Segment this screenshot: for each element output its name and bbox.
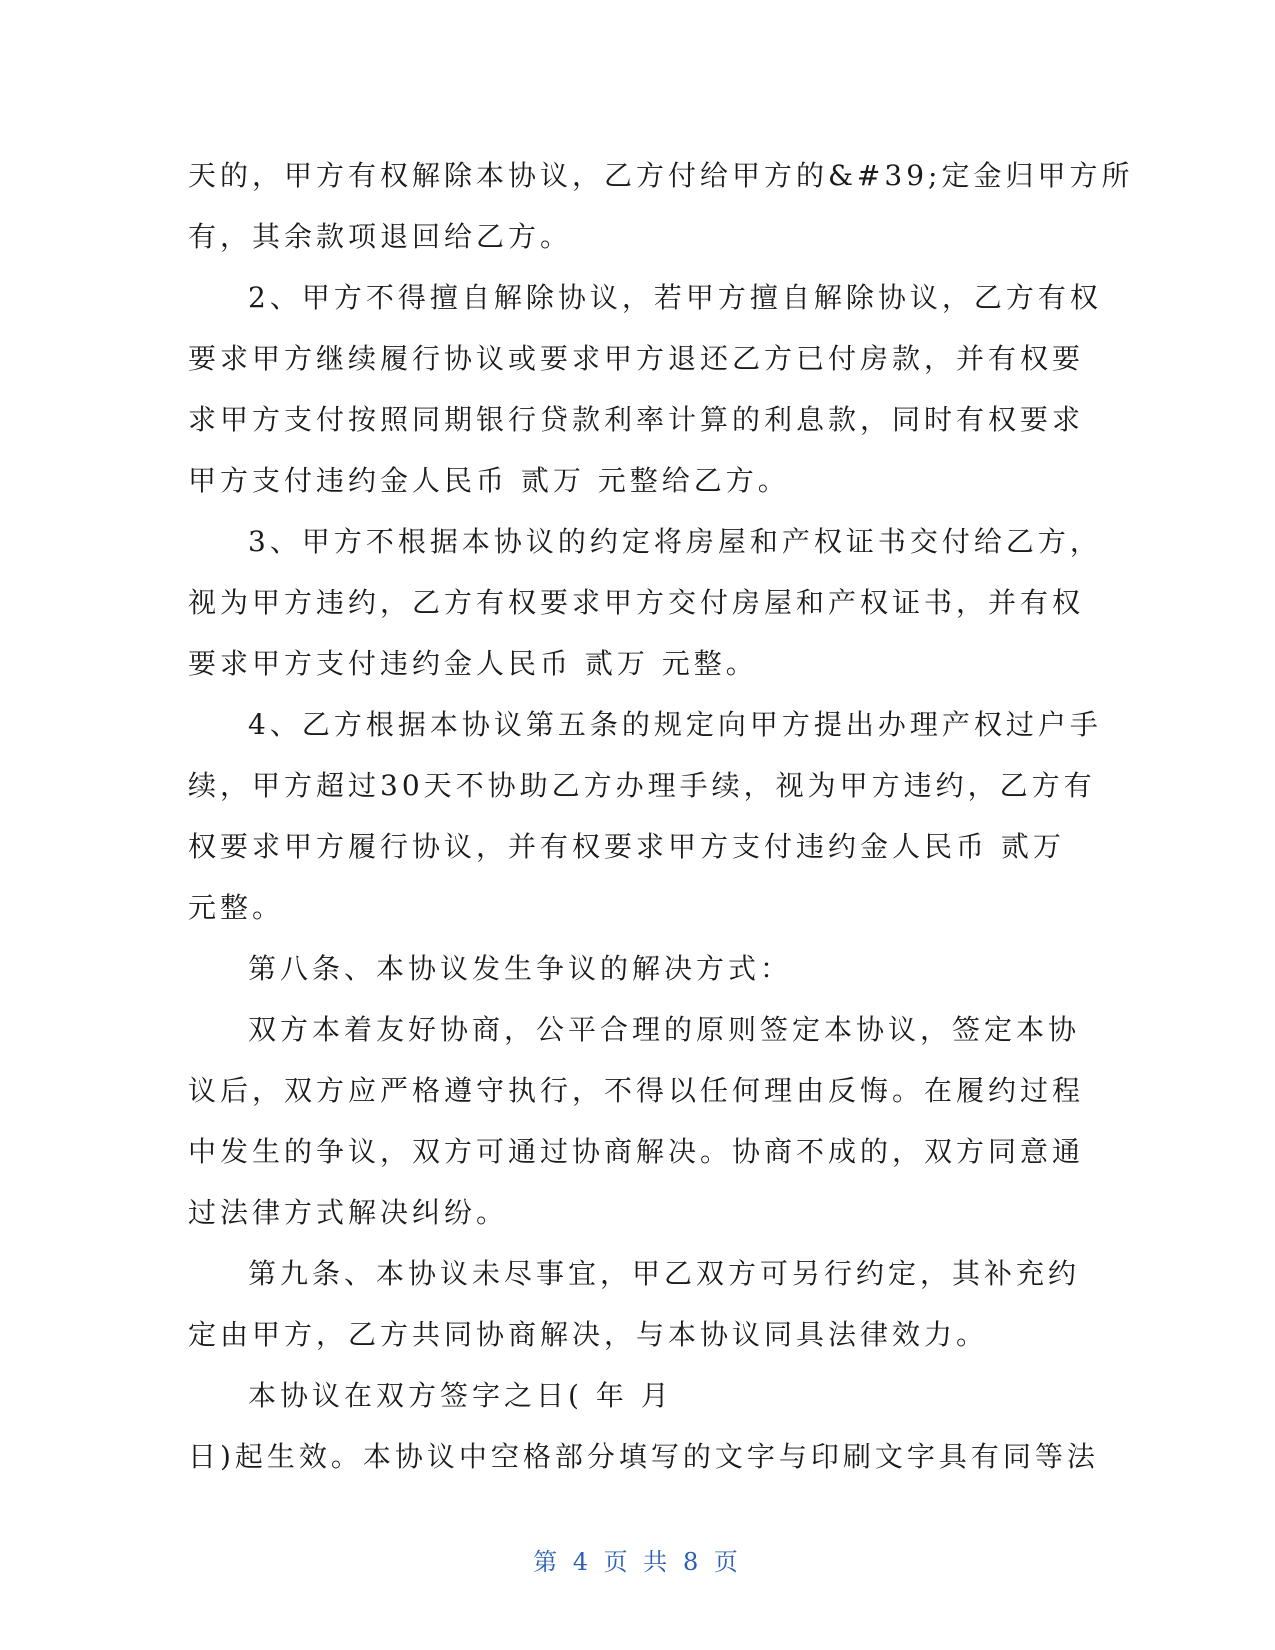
text-line: 中发生的争议，双方可通过协商解决。协商不成的，双方同意通 <box>188 1135 1085 1168</box>
text-line: 求甲方支付按照同期银行贷款利率计算的利息款，同时有权要求 <box>188 403 1085 436</box>
text-line: 甲方支付违约金人民币 贰万 元整给乙方。 <box>188 464 790 497</box>
text-line: 元整。 <box>188 891 285 924</box>
text-line: 3、甲方不根据本协议的约定将房屋和产权证书交付给乙方， <box>248 525 1102 558</box>
page-number-footer: 第 4 页 共 8 页 <box>533 1548 742 1576</box>
text-line: 4、乙方根据本协议第五条的规定向甲方提出办理产权过户手 <box>248 708 1102 741</box>
text-line: 双方本着友好协商，公平合理的原则签定本协议，签定本协 <box>248 1013 1081 1046</box>
section-heading: 第八条、本协议发生争议的解决方式： <box>248 952 793 985</box>
text-line: 要求甲方继续履行协议或要求甲方退还乙方已付房款，并有权要 <box>188 342 1085 375</box>
text-line: 视为甲方违约，乙方有权要求甲方交付房屋和产权证书，并有权 <box>188 586 1085 619</box>
text-line: 过法律方式解决纠纷。 <box>188 1196 509 1229</box>
text-line: 续，甲方超过30天不协助乙方办理手续，视为甲方违约，乙方有 <box>188 769 1096 802</box>
text-line: 日)起生效。本协议中空格部分填写的文字与印刷文字具有同等法 <box>188 1440 1099 1473</box>
document-body <box>188 145 1134 1487</box>
text-line: 议后，双方应严格遵守执行，不得以任何理由反悔。在履约过程 <box>188 1074 1085 1107</box>
text-line: 定由甲方，乙方共同协商解决，与本协议同具法律效力。 <box>188 1318 989 1351</box>
text-line: 第九条、本协议未尽事宜，甲乙双方可另行约定，其补充约 <box>248 1257 1081 1290</box>
text-line: 本协议在双方签字之日( 年 月 <box>248 1379 673 1412</box>
text-line: 天的，甲方有权解除本协议，乙方付给甲方的&#39;定金归甲方所 <box>188 159 1134 192</box>
text-line: 有，其余款项退回给乙方。 <box>188 220 573 253</box>
text-line: 要求甲方支付违约金人民币 贰万 元整。 <box>188 647 758 680</box>
text-line: 2、甲方不得擅自解除协议，若甲方擅自解除协议，乙方有权 <box>248 281 1102 314</box>
text-line: 权要求甲方履行协议，并有权要求甲方支付违约金人民币 贰万 <box>188 830 1065 863</box>
